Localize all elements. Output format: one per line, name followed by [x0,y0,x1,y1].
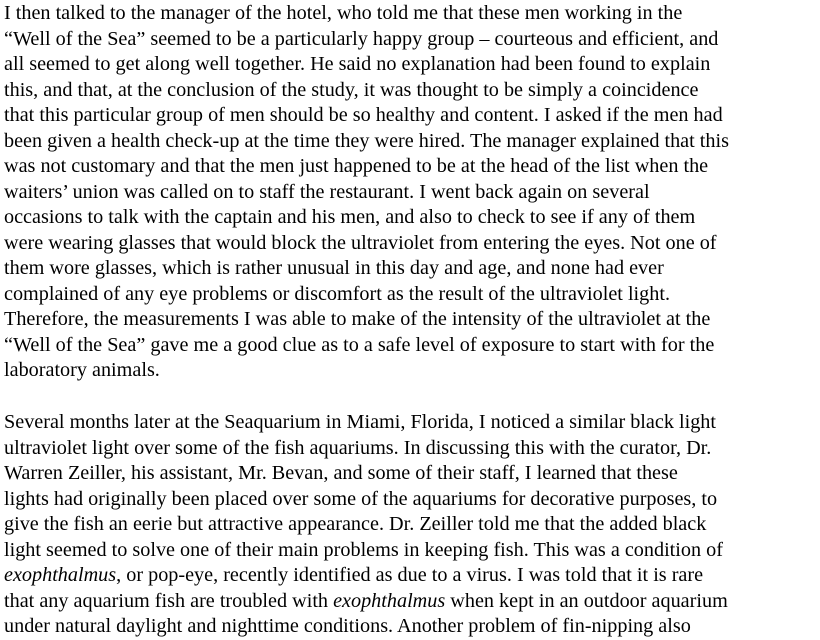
text-line [4,487,728,513]
text-run: waiters’ union was called on to staff the restaurant. I went back again on several [4,180,650,203]
text-run: lights had originally been placed over some of the aquariums for decorative purposes, to [4,487,718,510]
text-line [4,154,729,180]
italic-term: exophthalmus [333,589,446,612]
text-run: when kept in an outdoor aquarium [445,589,728,612]
text-line [4,436,728,462]
text-line [4,52,729,78]
text-line [4,358,729,384]
text-line [4,103,729,129]
text-run: give the fish an eerie but attractive appearance. Dr. Zeiller told me that the added black [4,513,707,535]
text-line [4,27,729,53]
text-line [4,538,728,564]
text-line [4,256,729,282]
text-run: Warren Zeiller, his assistant, Mr. Bevan, and some of their staff, I learned that these [4,462,678,484]
text-run: “Well of the Sea” seemed to be a particularly happy group – courteous and efficient, and [4,27,719,50]
text-run: them wore glasses, which is rather unusual in this day and age, and none had ever [4,257,664,279]
text-line [4,78,729,104]
text-line [4,231,729,257]
text-run: light seemed to solve one of their main problems in keeping fish. This was a condition of [4,538,723,561]
text-line [4,205,729,231]
text-run: occasions to talk with the captain and his men, and also to check to see if any of them [4,206,696,228]
text-run: were wearing glasses that would block the ultraviolet from entering the eyes. Not one of [4,231,717,254]
text-run: under natural daylight and nighttime conditions. Another problem of fin-nipping also [4,615,691,637]
text-run: this, and that, at the conclusion of the study, it was thought to be simply a coincidence [4,78,699,101]
text-run: Several months later at the Seaquarium in Miami, Florida, I noticed a similar black light [4,411,716,433]
text-run: complained of any eye problems or discomfort as the result of the ultraviolet light. [4,282,671,305]
italic-term: exophthalmus [4,564,117,586]
text-line [4,563,728,589]
text-run: that any aquarium fish are troubled with [4,589,334,612]
text-line [4,282,729,308]
text-run: , or pop-eye, recently identified as due to a virus. I was told that it is rare [116,564,704,586]
text-line [4,307,729,333]
text-run: been given a health check-up at the time they were hired. The manager explained that this [4,129,729,152]
text-run: “Well of the Sea” gave me a good clue as to a safe level of exposure to start with for the [4,333,715,356]
text-line [4,129,729,155]
paragraph [4,1,729,384]
text-run: I then talked to the manager of the hotel, who told me that these men working in the [4,2,683,24]
text-line [4,180,729,206]
text-run: Therefore, the measurements I was able to make of the intensity of the ultraviolet at the [4,308,711,330]
text-line [4,589,728,615]
text-line [4,461,728,487]
text-line [4,614,728,640]
text-run: ultraviolet light over some of the fish aquariums. In discussing this with the curator, Dr. [4,436,712,459]
paragraph [4,410,728,640]
text-run: laboratory animals. [4,359,160,381]
text-run: was not customary and that the men just happened to be at the head of the list when the [4,155,709,177]
text-run: all seemed to get along well together. He said no explanation had been found to explain [4,53,711,75]
text-line [4,512,728,538]
text-line [4,1,729,27]
text-line [4,333,729,359]
text-line [4,410,728,436]
text-run: that this particular group of men should be so healthy and content. I asked if the men had [4,104,723,126]
